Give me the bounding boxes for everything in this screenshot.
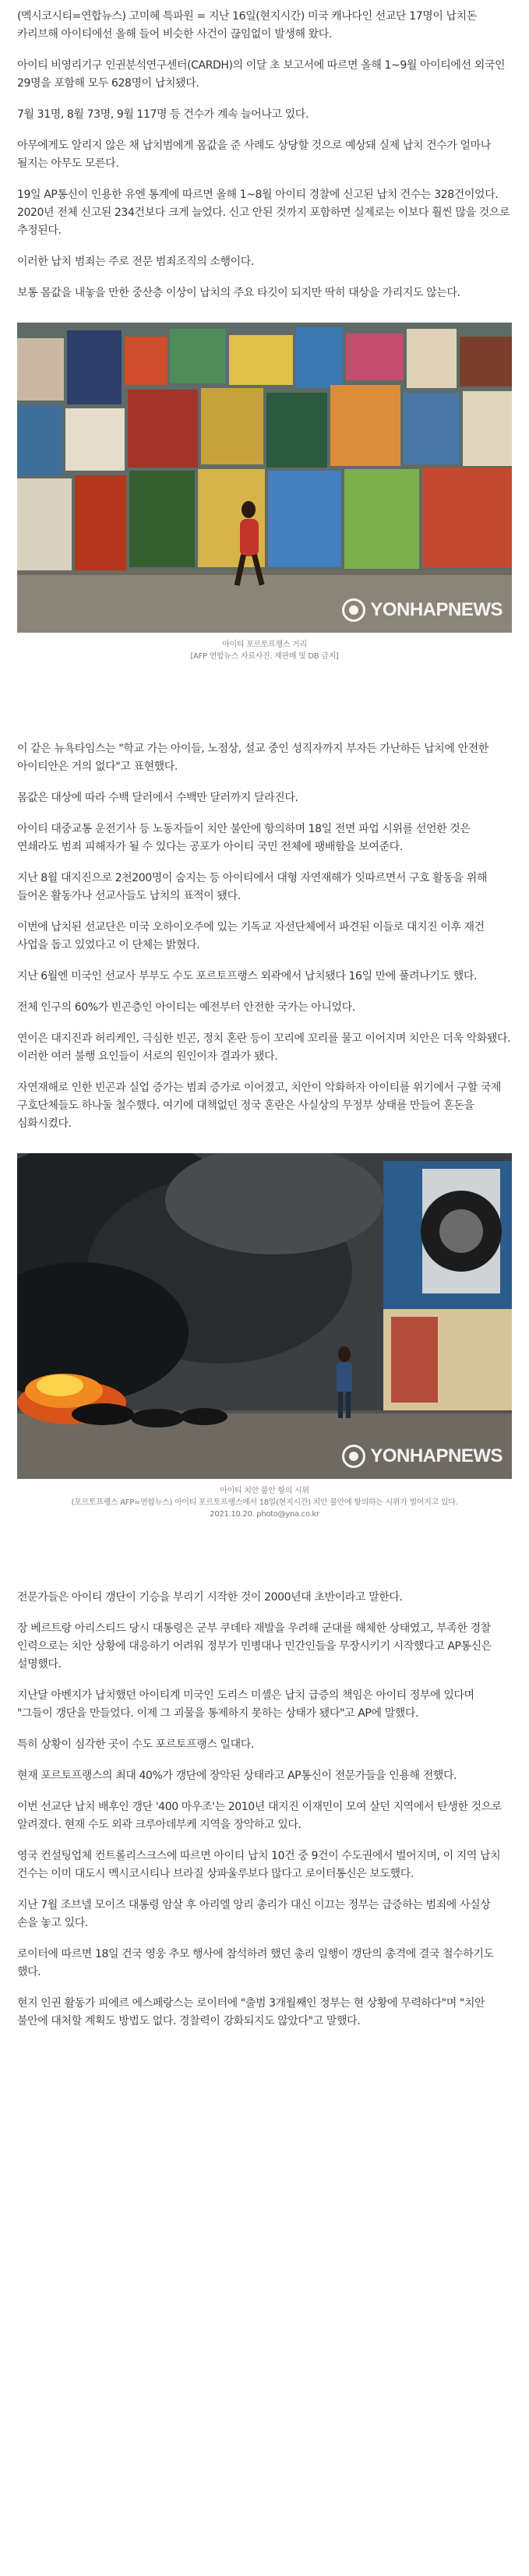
paragraph: 장 베르트랑 아리스티드 당시 대통령은 군부 쿠데타 재발을 우려해 군대를 해체한 상태였고, 부족한 경찰 인력으로는 치안 상황에 대응하기 어려워 정부가 민병대나 민간인들을 무장시키기 시작했다고 AP통신은 설명했다. — [17, 1622, 492, 1671]
paragraph: 지난 6월엔 미국인 선교사 부부도 수도 포르토프랭스 외곽에서 납치됐다 16일 만에 풀려나기도 했다. — [17, 970, 478, 983]
yonhap-logo-icon — [342, 1445, 365, 1468]
paragraph: 전문가들은 아이티 갱단이 기승을 부리기 시작한 것이 2000년대 초반이라고 말한다. — [17, 1591, 403, 1604]
photo-illustration — [17, 1153, 512, 1479]
paragraph: 보통 몸값을 내놓을 만한 중산층 이상이 납치의 주요 타깃이 되지만 딱히 대상을 가리지도 않는다. — [17, 287, 460, 299]
paragraph: 이번에 납치된 선교단은 미국 오하이오주에 있는 기독교 자선단체에서 파견된 이들로 대지진 이후 재건 사업을 돕고 있었다고 이 단체는 밝혔다. — [17, 921, 485, 951]
photo-street-paintings — [17, 323, 512, 633]
photo-illustration — [17, 323, 512, 633]
paragraph: 현재 포르토프랭스의 최대 40%가 갱단에 장악된 상태라고 AP통신이 전문가들을 인용해 전했다. — [17, 1770, 457, 1782]
paragraph: 지난달 아벤지가 납치했던 아이티계 미국인 도리스 미셸은 납치 급증의 책임은 아이티 정부에 있다며 "그들이 갱단을 만들었다. 이제 그 괴물을 통제하지 못하는 상태가 됐다"고 AP에 말했다. — [17, 1689, 474, 1720]
paragraph: 연이은 대지진과 허리케인, 극심한 빈곤, 정치 혼란 등이 꼬리에 꼬리를 물고 이어지며 치안은 더욱 악화됐다. 이러한 여러 불행 요인들이 서로의 원인이자 결과가 됐다. — [17, 1032, 511, 1063]
paragraph: 몸값은 대상에 따라 수백 달러에서 수백만 달러까지 달라진다. — [17, 792, 298, 804]
paragraph: (멕시코시티=연합뉴스) 고미혜 특파원 = 지난 16일(현지시간) 미국 캐나다인 선교단 17명이 납치돈 카리브해 아이티에선 올해 들어 비슷한 사건이 끊임없이 발생해 왔다. — [17, 10, 477, 41]
paragraph: 전체 인구의 60%가 빈곤층인 아이티는 예전부터 안전한 국가는 아니었다. — [17, 1001, 355, 1014]
yonhap-watermark — [342, 598, 503, 622]
paragraph: 19일 AP통신이 인용한 유엔 통계에 따르면 올해 1~8월 아이티 경찰에 신고된 납치 건수는 328건이었다. 2020년 전체 신고된 234건보다 크게 늘었다. 신고 안된 것까지 포함하면 실제로는 이보다 훨씬 많을 것으로 추정된다. — [17, 189, 510, 237]
figure-street-paintings — [17, 323, 512, 662]
figure-caption — [17, 633, 512, 662]
watermark-text: YONHAPNEWS — [370, 599, 503, 620]
paragraph: 이번 선교단 납치 배후인 갱단 '400 마우조'는 2010년 대지진 이재민이 모여 살던 지역에서 탄생한 것으로 알려졌다. 현재 수도 외곽 크루아데부케 지역을 장악하고 있다. — [17, 1801, 502, 1831]
caption-title: 아이티 포르토프랭스 거리 — [222, 640, 307, 649]
paragraph: 현지 인권 활동가 피에르 에스페랑스는 로이터에 "출범 3개월째인 정부는 현 상황에 무력하다"며 "치안 불안에 대처할 계획도 방법도 없다. 경찰력이 강화되지도 않았다"고 말했다. — [17, 1997, 485, 2027]
paragraph: 지난 8월 대지진으로 2천200명이 숨지는 등 아이티에서 대형 자연재해가 잇따르면서 구호 활동을 위해 들어온 활동가나 선교사들도 납치의 표적이 됐다. — [17, 872, 487, 902]
paragraph: 이 같은 뉴욕타임스는 "학교 가는 아이들, 노점상, 설교 중인 성직자까지 부자든 가난하든 납치에 안전한 아이티안은 거의 없다"고 표현했다. — [17, 743, 488, 773]
paragraph: 아무에게도 알리지 않은 채 납치범에게 몸값을 준 사례도 상당할 것으로 예상돼 실제 납치 건수가 얼마나 될지는 아무도 모른다. — [17, 139, 491, 170]
caption-credit: [AFP 연합뉴스 자료사진. 재판매 및 DB 금지] — [190, 652, 339, 661]
figure-protest — [17, 1153, 512, 1520]
intro-section — [17, 0, 512, 302]
caption-credit: (포르토프랭스 AFP=연합뉴스) 아이티 포르토프랭스에서 18일(현지시간) 치안 불안에 항의하는 시위가 벌어지고 있다. — [71, 1498, 458, 1507]
paragraph: 아이티 대중교통 운전기사 등 노동자들이 치안 불안에 항의하며 18일 전면 파업 시위를 선언한 것은 연쇄라도 범죄 피해자가 될 수 있다는 공포가 아이티 국민 전체에 팽배함을 보여준다. — [17, 823, 471, 853]
figure-caption — [17, 1479, 512, 1520]
paragraph: 7월 31명, 8월 73명, 9월 117명 등 건수가 계속 늘어나고 있다. — [17, 108, 309, 121]
yonhap-logo-icon — [342, 598, 365, 622]
paragraph: 자연재해로 인한 빈곤과 실업 증가는 범죄 증가로 이어졌고, 치안이 악화하자 아이티를 위기에서 구할 국제 구호단체들도 하나둘 철수했다. 여기에 대책없던 정국 혼란은 사실상의 무정부 상태를 만들어 혼돈을 심화시켰다. — [17, 1082, 502, 1130]
photo-protest — [17, 1153, 512, 1479]
yonhap-watermark — [342, 1445, 503, 1468]
paragraph: 아이티 비영리기구 인권분석연구센터(CARDH)의 이달 초 보고서에 따르면 올해 1~9월 아이티에선 외국인 29명을 포함해 모두 628명이 납치됐다. — [17, 59, 506, 90]
paragraph: 지난 7월 조브넬 모이즈 대통령 암살 후 아리엘 앙리 총리가 대신 이끄는 정부는 급증하는 범죄에 사실상 손을 놓고 있다. — [17, 1899, 491, 1929]
paragraph: 영국 컨설팅업체 컨트롤리스크스에 따르면 아이티 납치 10건 중 9건이 수도권에서 벌어지며, 이 지역 납치 건수는 이미 대도시 멕시코시티나 브라질 상파울루보다 많다고 로이터통신은 보도했다. — [17, 1850, 501, 1880]
paragraph: 특히 상황이 심각한 곳이 수도 포르토프랭스 일대다. — [17, 1738, 254, 1751]
paragraph: 이러한 납치 범죄는 주로 전문 범죄조직의 소행이다. — [17, 256, 254, 268]
end-section — [17, 1589, 512, 2031]
paragraph: 로이터에 따르면 18일 건국 영웅 추모 행사에 참석하려 했던 총리 일행이 갱단의 총격에 결국 철수하기도 했다. — [17, 1948, 494, 1978]
caption-title: 아이티 치안 불안 항의 시위 — [220, 1487, 309, 1495]
middle-section — [17, 740, 512, 1133]
caption-date: 2021.10.20. photo@yna.co.kr — [210, 1510, 319, 1519]
watermark-text: YONHAPNEWS — [370, 1445, 503, 1466]
